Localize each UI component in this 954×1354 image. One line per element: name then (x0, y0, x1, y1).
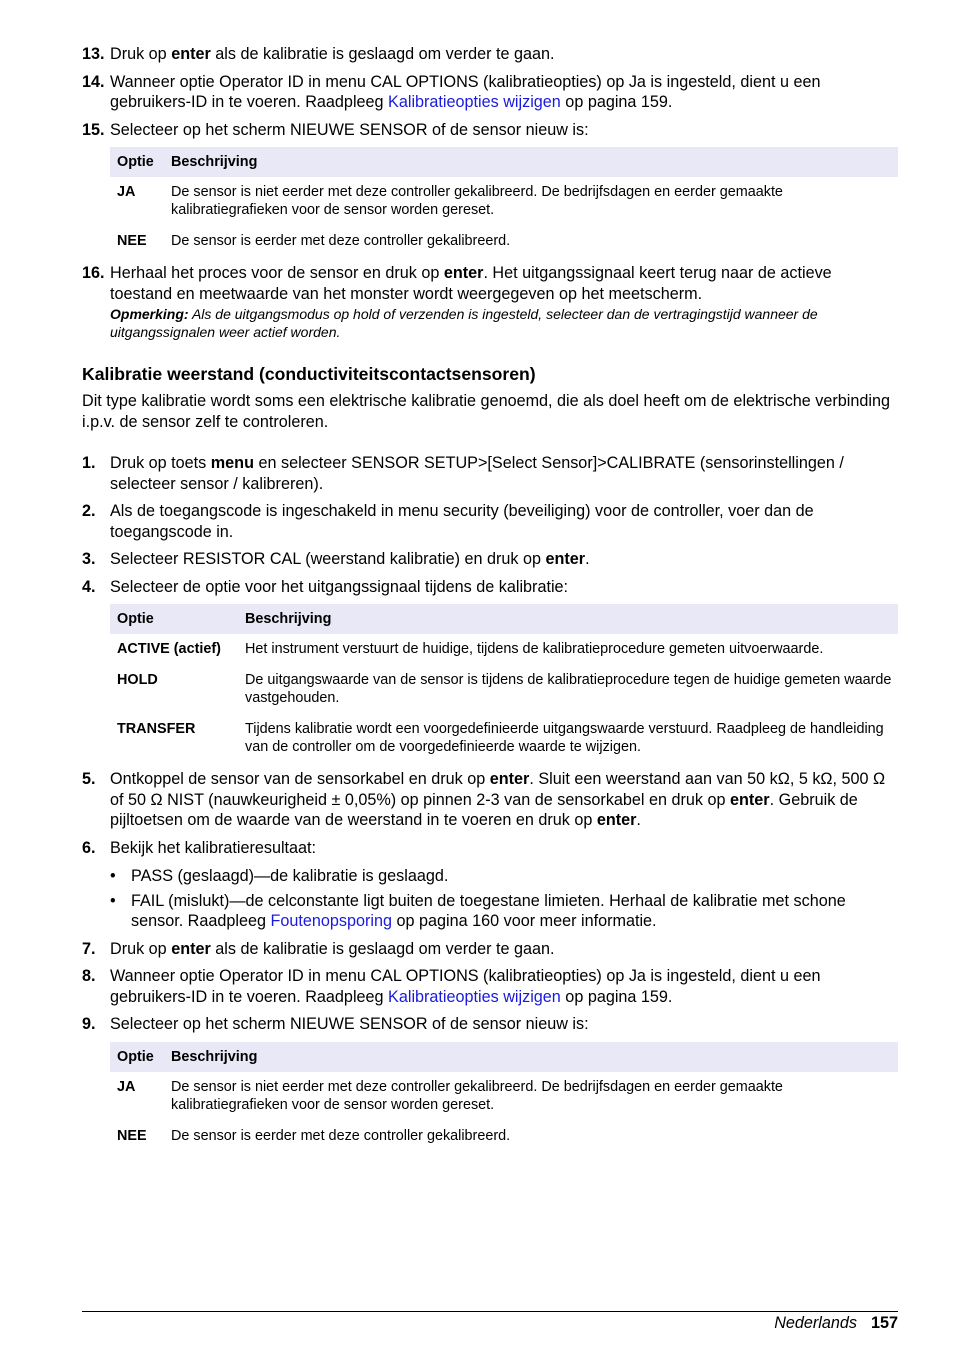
option-key: HOLD (117, 672, 158, 688)
key-enter: enter (443, 264, 484, 282)
step-number: 6. (82, 838, 96, 857)
step-text (110, 966, 898, 1007)
step-number: 13. (82, 45, 105, 63)
step-text (110, 44, 898, 65)
option-description: De sensor is eerder met deze controller gekalibreerd. (171, 233, 511, 249)
step-text (110, 939, 898, 960)
table-header-row (110, 147, 898, 177)
step-13 (82, 44, 898, 65)
text-run: en selecteer SENSOR SETUP>[Select Sensor]>CALIBRATE (sensorinstellingen / selecteer sensor / kalibreren). (110, 454, 844, 493)
text-run: Druk op (110, 45, 172, 63)
text-run: op pagina 160 voor meer informatie. (392, 912, 657, 930)
table-row (110, 665, 898, 714)
step-15 (82, 120, 898, 141)
key-menu: menu (210, 454, 254, 472)
text-run: Herhaal het proces voor de sensor en druk op (110, 264, 444, 282)
text-run: Druk op (110, 939, 172, 958)
link-kalibratieopties-wijzigen[interactable]: Kalibratieopties wijzigen (388, 93, 561, 111)
step-text (110, 72, 898, 113)
text-run: als de kalibratie is geslaagd om verder te gaan. (210, 939, 555, 958)
step-text: Als de toegangscode is ingeschakeld in menu security (beveiliging) voor de controller, voer dan de toegangscode in. (110, 502, 814, 541)
table-header: Optie (110, 604, 238, 634)
list-item (110, 891, 898, 932)
step-number: 8. (82, 967, 96, 985)
step-16 (82, 263, 898, 341)
option-key: JA (117, 1078, 136, 1095)
table-row (110, 226, 898, 257)
link-foutenopsporing[interactable]: Foutenopsporing (270, 912, 392, 930)
option-key: TRANSFER (117, 721, 196, 737)
step-number: 9. (82, 1015, 96, 1033)
page-footer (82, 1311, 898, 1332)
step-number: 1. (82, 454, 96, 472)
table-row (110, 714, 898, 763)
step-text: Selecteer op het scherm NIEUWE SENSOR of de sensor nieuw is: (110, 120, 589, 139)
text-run: . (636, 811, 641, 829)
table-row (110, 634, 898, 665)
option-description: Het instrument verstuurt de huidige, tijdens de kalibratieprocedure gemeten uitvoerwaarde. (245, 641, 824, 657)
note (110, 305, 898, 341)
option-key: ACTIVE (actief) (117, 641, 221, 657)
step-number: 2. (82, 502, 96, 520)
step-2 (82, 501, 898, 542)
page-number: 157 (870, 1314, 898, 1332)
table-header: Beschrijving (164, 147, 898, 177)
step-number: 7. (82, 939, 96, 958)
text-run: Druk op toets (110, 454, 211, 472)
key-enter: enter (545, 550, 586, 568)
step-5 (82, 769, 898, 831)
key-enter: enter (171, 939, 211, 958)
option-description: De sensor is niet eerder met deze controller gekalibreerd. De bedrijfsdagen en eerder gemaakte kalibratiegrafieken voor de sensor worden gereset. (171, 1078, 783, 1113)
text-run: als de kalibratie is geslaagd om verder te gaan. (210, 45, 555, 63)
key-enter: enter (596, 811, 637, 829)
options-table-2 (110, 604, 898, 763)
step-number: 4. (82, 577, 96, 596)
options-table-3 (110, 1042, 898, 1152)
step-4 (82, 577, 898, 598)
table-row (110, 1072, 898, 1121)
step-number: 5. (82, 770, 96, 788)
link-kalibratieopties-wijzigen[interactable]: Kalibratieopties wijzigen (388, 987, 561, 1006)
table-header-row (110, 604, 898, 634)
options-table-1 (110, 147, 898, 257)
text-run: . Gebruik de pijltoetsen om de waarde van de weerstand in te voeren en druk op (110, 790, 858, 829)
text-run: op pagina 159. (560, 93, 673, 111)
table-header: Optie (110, 147, 164, 177)
note-label: Opmerking: (110, 306, 189, 322)
table-row (110, 177, 898, 226)
step-3 (82, 549, 898, 570)
table-header: Beschrijving (164, 1042, 898, 1072)
list-item-text (131, 891, 898, 932)
text-run: Wanneer optie Operator ID in menu CAL OPTIONS (kalibratieopties) op Ja is ingesteld, dient u een gebruikers-ID in te voeren. Raadpleeg (110, 72, 821, 111)
step-14 (82, 72, 898, 113)
option-key: NEE (117, 233, 147, 249)
table-header-row (110, 1042, 898, 1072)
step-1 (82, 453, 898, 494)
step-number: 14. (82, 72, 105, 91)
step-number: 16. (82, 264, 105, 282)
list-item-text: PASS (geslaagd)—de kalibratie is geslaagd. (131, 867, 449, 885)
option-key: NEE (117, 1127, 147, 1144)
text-run: . (585, 550, 590, 568)
footer-language: Nederlands (774, 1314, 857, 1332)
option-description: Tijdens kalibratie wordt een voorgedefinieerde uitgangswaarde verstuurd. Raadpleeg de handleiding van de controller om de voorgedefinieerde waarde te wijzigen. (245, 721, 884, 755)
step-6 (82, 838, 898, 859)
key-enter: enter (171, 45, 211, 63)
key-enter: enter (489, 770, 530, 788)
step-9 (82, 1014, 898, 1035)
text-run: Ontkoppel de sensor van de sensorkabel en druk op (110, 770, 490, 788)
text-run: Wanneer optie Operator ID in menu CAL OPTIONS (kalibratieopties) op Ja is ingesteld, dient u een gebruikers-ID in te voeren. Raadpleeg (110, 967, 821, 1006)
page-content (82, 44, 898, 1158)
text-run: op pagina 159. (560, 987, 673, 1006)
footer-info (774, 1313, 898, 1333)
table-header: Optie (110, 1042, 164, 1072)
text-run: . Sluit een weerstand aan van 50 kΩ, 5 kΩ, 500 Ω of 50 Ω NIST (nauwkeurigheid ± 0,05%) op pinnen 2-3 van de sensorkabel en druk op (110, 770, 886, 809)
bullet-icon: • (110, 891, 116, 910)
section-intro: Dit type kalibratie wordt soms een elektrische kalibratie genoemd, die als doel heeft om de elektrische verbinding i.p.v. de sensor zelf te controleren. (82, 392, 890, 431)
key-enter: enter (730, 790, 770, 809)
step-text (110, 549, 898, 570)
step-text (110, 453, 898, 494)
result-list (110, 866, 898, 932)
table-header: Beschrijving (238, 604, 898, 634)
step-text: Selecteer de optie voor het uitgangssignaal tijdens de kalibratie: (110, 577, 569, 596)
step-7 (82, 939, 898, 960)
step-number: 15. (82, 120, 105, 139)
step-text: Selecteer op het scherm NIEUWE SENSOR of de sensor nieuw is: (110, 1015, 589, 1033)
option-description: De uitgangswaarde van de sensor is tijdens de kalibratieprocedure tegen de huidige gemeten waarde vastgehouden. (245, 672, 892, 706)
option-description: De sensor is niet eerder met deze controller gekalibreerd. De bedrijfsdagen en eerder gemaakte kalibratiegrafieken voor de sensor worden gereset. (171, 184, 783, 218)
table-row (110, 1121, 898, 1152)
list-item (110, 866, 898, 887)
option-description: De sensor is eerder met deze controller gekalibreerd. (171, 1127, 511, 1144)
step-text (110, 263, 898, 341)
step-number: 3. (82, 550, 96, 568)
step-8 (82, 966, 898, 1007)
bullet-icon: • (110, 867, 116, 885)
text-run: FAIL (mislukt)—de celconstante ligt buiten de toegestane limieten. Herhaal de kalibratie met schone sensor. Raadpleeg (131, 891, 846, 930)
text-run: Selecteer RESISTOR CAL (weerstand kalibratie) en druk op (110, 550, 546, 568)
step-text (110, 769, 898, 831)
text-run: . Het uitgangssignaal keert terug naar de actieve toestand en meetwaarde van het monster wordt weergegeven op het meetscherm. (110, 264, 832, 303)
note-text: Als de uitgangsmodus op hold of verzenden is ingesteld, selecteer dan de vertragingstijd wanneer de uitgangssignalen weer actief worden. (110, 306, 818, 340)
step-text: Bekijk het kalibratieresultaat: (110, 838, 317, 857)
section-title: Kalibratie weerstand (conductiviteitscontactsensoren) (82, 364, 536, 384)
option-key: JA (117, 184, 136, 200)
